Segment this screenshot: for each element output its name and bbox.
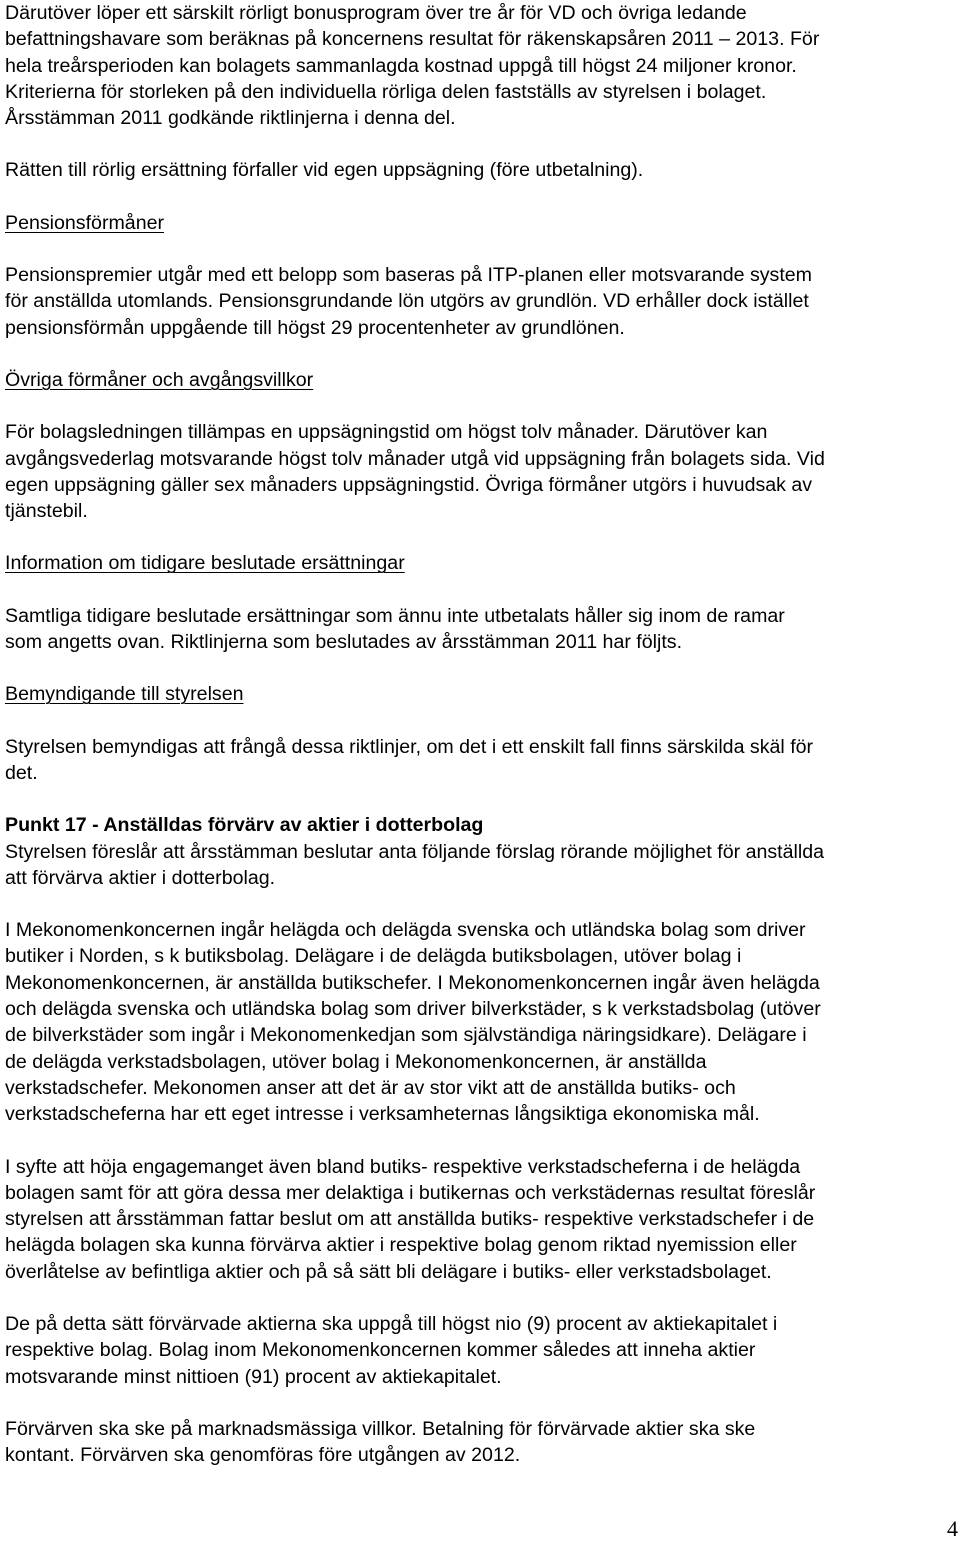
text-line: för anställda utomlands. Pensionsgrundande lön utgörs av grundlön. VD erhåller dock istället <box>5 290 809 313</box>
text-line: bolagen samt för att göra dessa mer delaktiga i butikernas och verkstädernas resultat föreslår <box>5 1181 816 1204</box>
engagement-paragraph <box>5 1154 960 1285</box>
text-line: kontant. Förvärven ska genomföras före utgången av 2012. <box>5 1444 521 1467</box>
text-line: För bolagsledningen tillämpas en uppsägningstid om högst tolv månader. Därutöver kan <box>5 421 768 444</box>
text-line: Samtliga tidigare beslutade ersättningar som ännu inte utbetalats håller sig inom de ramar <box>5 604 785 627</box>
text-line: helägda bolagen ska kunna förvärva aktier i respektive bolag genom riktad nyemission eller <box>5 1234 797 1257</box>
other-benefits-paragraph <box>5 419 960 524</box>
item-17-heading: Punkt 17 - Anställdas förvärv av aktier i dotterbolag <box>5 814 484 837</box>
document-page <box>5 0 960 1468</box>
text-line: det. <box>5 761 38 784</box>
text-line: Styrelsen bemyndigas att frångå dessa riktlinjer, om det i ett enskilt fall finns särskilda skäl för <box>5 735 814 758</box>
pension-heading: Pensionsförmåner <box>5 211 165 234</box>
text-line: tjänstebil. <box>5 500 88 523</box>
previous-remuneration-heading: Information om tidigare beslutade ersättningar <box>5 552 405 575</box>
text-line: Årsstämman 2011 godkände riktlinjerna i denna del. <box>5 107 456 130</box>
text-line: de bilverkstäder som ingår i Mekonomenkedjan som självständiga näringsidkare). Delägare i <box>5 1024 807 1047</box>
authorization-heading: Bemyndigande till styrelsen <box>5 683 244 706</box>
other-benefits-heading: Övriga förmåner och avgångsvillkor <box>5 368 314 391</box>
text-line: verkstadschefer. Mekonomen anser att det är av stor vikt att de anställda butiks- och <box>5 1076 736 1099</box>
text-line: De på detta sätt förvärvade aktierna ska uppgå till högst nio (9) procent av aktiekapitalet i <box>5 1312 778 1335</box>
text-line: respektive bolag. Bolag inom Mekonomenkoncernen kommer således att inneha aktier <box>5 1339 756 1362</box>
text-line: I syfte att höja engagemanget även bland butiks- respektive verkstadscheferna i de helägda <box>5 1155 801 1178</box>
text-line: pensionsförmån uppgående till högst 29 procentenheter av grundlönen. <box>5 316 625 339</box>
text-line: avgångsvederlag motsvarande högst tolv månader utgå vid uppsägning från bolagets sida. Vid <box>5 447 825 470</box>
page-number: 4 <box>947 1516 958 1541</box>
bonus-paragraph <box>5 0 960 131</box>
text-line: överlåtelse av befintliga aktier och på så sätt bli delägare i butiks- eller verkstadsbolaget. <box>5 1260 772 1283</box>
authorization-paragraph <box>5 734 960 787</box>
text-line: som angetts ovan. Riktlinjerna som beslutades av årsstämman 2011 har följts. <box>5 631 683 654</box>
item-17-intro-paragraph <box>5 839 960 892</box>
text-line: Därutöver löper ett särskilt rörligt bonusprogram över tre år för VD och övriga ledande <box>5 2 747 24</box>
text-line: Mekonomenkoncernen, är anställda butikschefer. I Mekonomenkoncernen ingår även helägda <box>5 971 820 994</box>
text-line: motsvarande minst nittioen (91) procent av aktiekapitalet. <box>5 1365 502 1388</box>
text-line: styrelsen att årsstämman fattar beslut om att anställda butiks- respektive verkstadschefer i de <box>5 1208 815 1231</box>
pension-paragraph <box>5 262 960 341</box>
share-limit-paragraph <box>5 1311 960 1390</box>
text-line: hela treårsperioden kan bolagets sammanlagda kostnad uppgå till högst 24 miljoner kronor. <box>5 54 797 77</box>
variable-pay-paragraph: Rätten till rörlig ersättning förfaller vid egen uppsägning (före utbetalning). <box>5 159 644 182</box>
text-line: Styrelsen föreslår att årsstämman beslutar anta följande förslag rörande möjlighet för anställda <box>5 840 825 863</box>
text-line: egen uppsägning gäller sex månaders uppsägningstid. Övriga förmåner utgörs i huvudsak av <box>5 473 813 496</box>
previous-remuneration-paragraph <box>5 603 960 656</box>
text-line: de delägda verkstadsbolagen, utöver bolag i Mekonomenkoncernen, är anställda <box>5 1050 707 1073</box>
text-line: Pensionspremier utgår med ett belopp som baseras på ITP-planen eller motsvarande system <box>5 264 813 287</box>
text-line: verkstadscheferna har ett eget intresse i verksamheternas långsiktiga ekonomiska mål. <box>5 1103 760 1126</box>
terms-paragraph <box>5 1416 960 1469</box>
text-line: att förvärva aktier i dotterbolag. <box>5 866 276 889</box>
text-line: I Mekonomenkoncernen ingår helägda och delägda svenska och utländska bolag som driver <box>5 919 806 942</box>
text-line: och delägda svenska och utländska bolag som driver bilverkstäder, s k verkstadsbolag (utöver <box>5 998 821 1021</box>
text-line: Kriterierna för storleken på den individuella rörliga delen fastställs av styrelsen i bolaget. <box>5 80 767 103</box>
text-line: befattningshavare som beräknas på koncernens resultat för räkenskapsåren 2011 – 2013. För <box>5 28 820 51</box>
text-line: Förvärven ska ske på marknadsmässiga villkor. Betalning för förvärvade aktier ska ske <box>5 1417 756 1440</box>
text-line: butiker i Norden, s k butiksbolag. Delägare i de delägda butiksbolagen, utöver bolag i <box>5 945 742 968</box>
group-structure-paragraph <box>5 917 960 1127</box>
